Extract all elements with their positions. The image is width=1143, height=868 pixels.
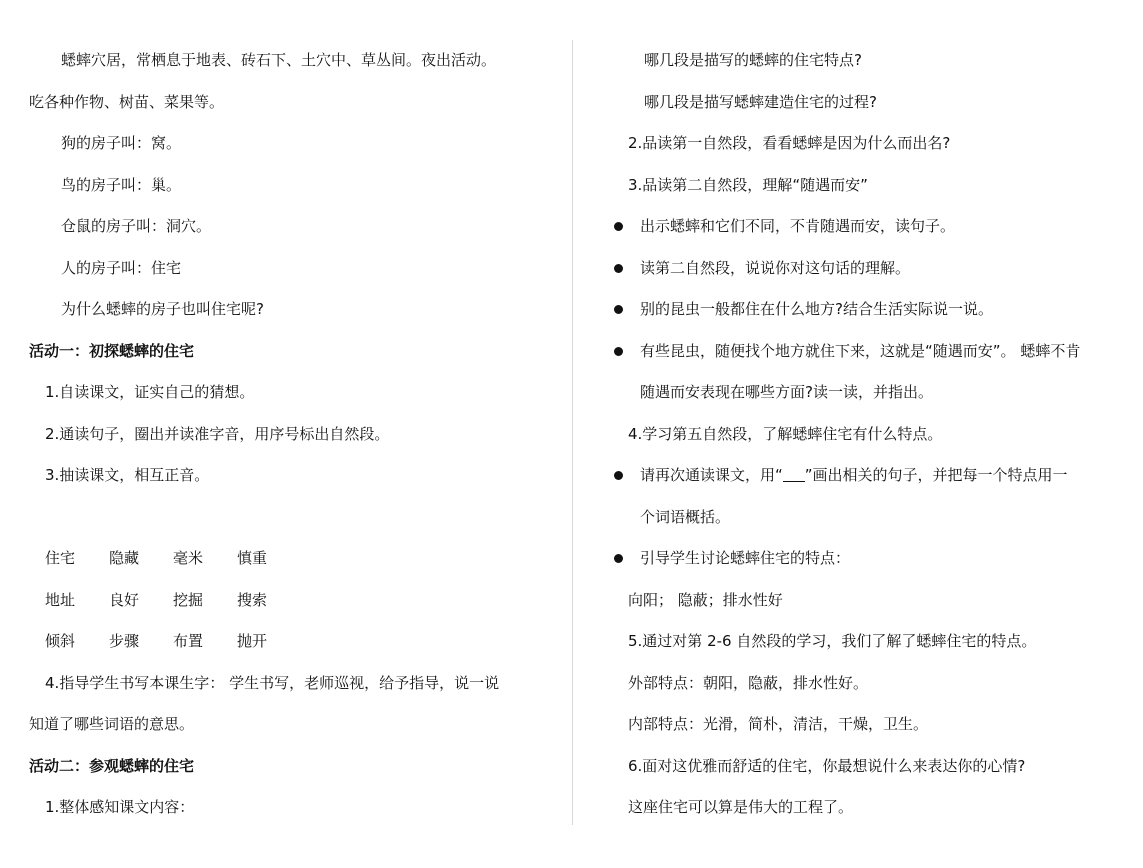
paragraph-line: 人的房子叫：住宅 [61,258,182,277]
feature-line: 向阳； 隐蔽；排水性好 [628,590,783,609]
paragraph-line: 鸟的房子叫：巢。 [61,175,182,194]
vocab-row [29,580,549,622]
bullet-item [612,455,1132,497]
bullet-text: 请再次通读课文，用“ [640,466,783,484]
vocab-word: 抛开 [237,632,268,650]
vocab-word: 挖掘 [173,590,204,609]
vocab-word: 地址 [45,590,76,609]
vocab-word: 搜索 [237,590,268,609]
left-column [29,40,549,829]
vocab-word: 慎重 [237,549,268,567]
paragraph-line: 为什么蟋蟀的房子也叫住宅呢? [61,300,264,318]
feature-line: 外部特点：朝阳，隐蔽，排水性好。 [628,673,869,692]
vocab-word: 住宅 [45,549,76,567]
vocab-word: 步骤 [109,632,140,650]
step-line: 2.通读句子，圈出并读准字音，用序号标出自然段。 [45,424,390,443]
step-line: 4.指导学生书写本课生字： 学生书写，老师巡视，给予指导，说一说 [45,673,500,692]
feature-line: 内部特点：光滑，简朴，清洁，干燥，卫生。 [628,715,929,733]
step-line: 2.品读第一自然段，看看蟋蟀是因为什么而出名? [628,134,951,152]
paragraph-line: 蟋蟀穴居，常栖息于地表、砖石下、土穴中、草丛间。夜出活动。 [61,51,497,69]
step-line: 1.自读课文，证实自己的猜想。 [45,383,255,401]
underline-mark [783,467,805,482]
vocab-row [29,621,549,663]
section-heading: 活动一：初探蟋蟀的住宅 [29,341,195,360]
vocab-word: 倾斜 [45,632,76,650]
paragraph-line: 仓鼠的房子叫：洞穴。 [61,217,212,235]
bullet-text: ”画出相关的句子，并把每一个特点用一 [804,466,1068,484]
vocab-word: 毫米 [173,549,204,567]
bullet-item: 别的昆虫一般都住在什么地方?结合生活实际说一说。 [612,289,1132,331]
vocab-row [29,538,549,580]
vocab-word: 隐藏 [109,549,140,567]
step-line: 3.品读第二自然段，理解“随遇而安” [628,175,868,194]
paragraph-line: 吃各种作物、树苗、菜果等。 [29,92,225,111]
bullet-item: 读第二自然段，说说你对这句话的理解。 [612,248,1132,290]
bullet-item: 有些昆虫，随便找个地方就住下来，这就是“随遇而安”。 蟋蟀不肯 [612,331,1132,373]
question-line: 哪几段是描写的蟋蟀的住宅特点? [644,51,862,69]
bullet-item: 出示蟋蟀和它们不同，不肯随遇而安，读句子。 [612,206,1132,248]
column-divider [572,40,573,825]
blank-line [29,497,549,539]
bullet-continuation: 个词语概括。 [640,507,731,526]
step-line: 3.抽读课文，相互正音。 [45,466,210,484]
step-line: 5.通过对第 2-6 自然段的学习，我们了解了蟋蟀住宅的特点。 [628,632,1037,650]
paragraph-line: 这座住宅可以算是伟大的工程了。 [628,798,854,816]
bullet-item: 引导学生讨论蟋蟀住宅的特点： [612,538,1132,580]
paragraph-line: 狗的房子叫：窝。 [61,134,182,152]
step-line: 6.面对这优雅而舒适的住宅，你最想说什么来表达你的心情? [628,756,1026,775]
vocab-word: 布置 [173,632,204,650]
bullet-continuation: 随遇而安表现在哪些方面?读一读，并指出。 [640,383,933,401]
question-line: 哪几段是描写蟋蟀建造住宅的过程? [644,92,877,111]
step-line: 1.整体感知课文内容： [45,798,195,816]
vocab-word: 良好 [109,590,140,609]
paragraph-line: 知道了哪些词语的意思。 [29,715,195,733]
step-line: 4.学习第五自然段，了解蟋蟀住宅有什么特点。 [628,424,943,443]
right-column [612,40,1132,829]
section-heading: 活动二：参观蟋蟀的住宅 [29,756,195,775]
